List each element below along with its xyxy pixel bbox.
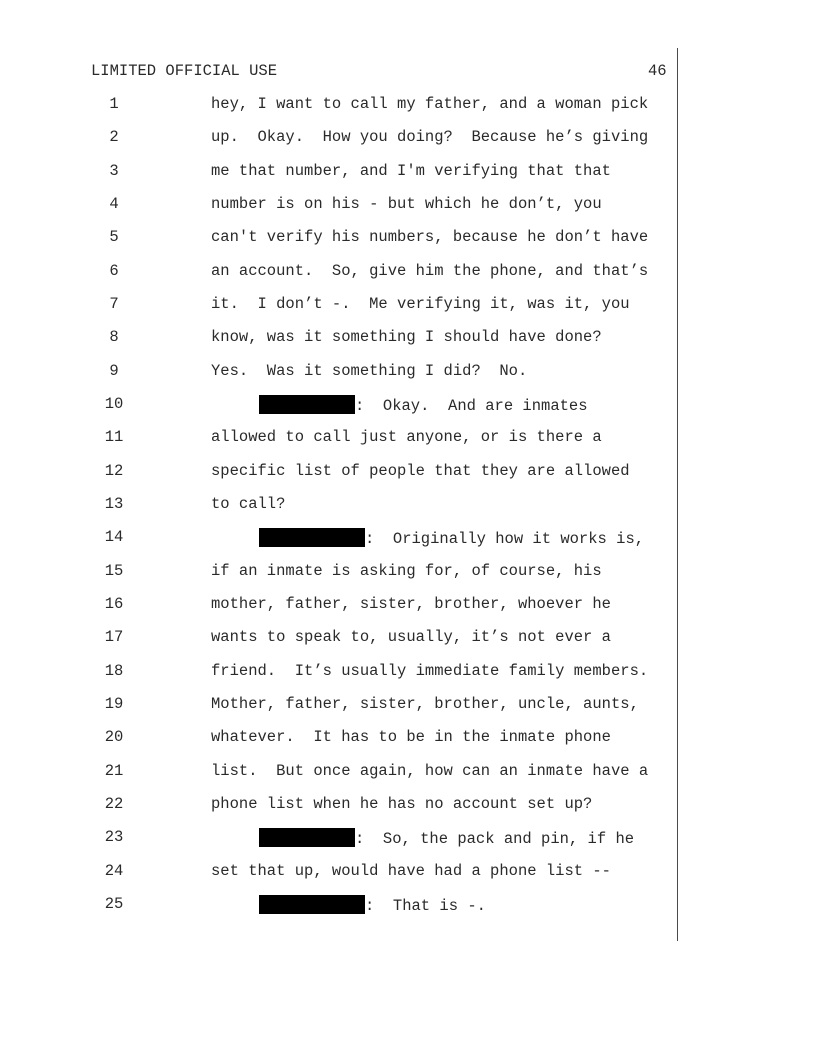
- transcript-line: wants to speak to, usually, it’s not ever a: [211, 628, 611, 646]
- right-margin-rule: [677, 48, 678, 941]
- transcript-line: list. But once again, how can an inmate have a: [211, 762, 649, 780]
- transcript-line: can't verify his numbers, because he don’t have: [211, 228, 649, 246]
- line-number: 10: [104, 395, 124, 413]
- line-number: 8: [109, 328, 119, 346]
- redacted-speaker-name: [259, 528, 365, 547]
- line-number: 2: [109, 128, 119, 146]
- speaker-line-text: : Originally how it works is,: [365, 530, 645, 548]
- speaker-line-text: : That is -.: [365, 897, 486, 915]
- speaker-line: [259, 895, 486, 915]
- classification-header: LIMITED OFFICIAL USE: [91, 62, 278, 80]
- line-number: 12: [104, 462, 124, 480]
- line-number: 19: [104, 695, 124, 713]
- transcript-line: it. I don’t -. Me verifying it, was it, you: [211, 295, 630, 313]
- transcript-line: if an inmate is asking for, of course, his: [211, 562, 602, 580]
- line-number: 21: [104, 762, 124, 780]
- speaker-line: [259, 528, 644, 548]
- line-number: 18: [104, 662, 124, 680]
- line-number: 9: [109, 362, 119, 380]
- transcript-line: to call?: [211, 495, 286, 513]
- speaker-line: [259, 828, 634, 848]
- line-number: 7: [109, 295, 119, 313]
- transcript-line: set that up, would have had a phone list --: [211, 862, 611, 880]
- line-number: 23: [104, 828, 124, 846]
- transcript-line: allowed to call just anyone, or is there a: [211, 428, 602, 446]
- transcript-line: phone list when he has no account set up?: [211, 795, 593, 813]
- speaker-line-text: : Okay. And are inmates: [355, 397, 588, 415]
- transcript-line: know, was it something I should have done?: [211, 328, 602, 346]
- page-number: 46: [648, 62, 667, 80]
- speaker-line-text: : So, the pack and pin, if he: [355, 830, 635, 848]
- redacted-speaker-name: [259, 895, 365, 914]
- transcript-line: whatever. It has to be in the inmate phone: [211, 728, 611, 746]
- transcript-line: mother, father, sister, brother, whoever he: [211, 595, 611, 613]
- redacted-speaker-name: [259, 395, 355, 414]
- transcript-line: me that number, and I'm verifying that that: [211, 162, 611, 180]
- transcript-line: Yes. Was it something I did? No.: [211, 362, 528, 380]
- transcript-line: number is on his - but which he don’t, you: [211, 195, 602, 213]
- transcript-line: specific list of people that they are allowed: [211, 462, 630, 480]
- line-number: 25: [104, 895, 124, 913]
- line-number: 3: [109, 162, 119, 180]
- line-number: 17: [104, 628, 124, 646]
- line-number: 14: [104, 528, 124, 546]
- transcript-line: hey, I want to call my father, and a woman pick: [211, 95, 649, 113]
- line-number: 20: [104, 728, 124, 746]
- speaker-line: [259, 395, 588, 415]
- transcript-line: friend. It’s usually immediate family members.: [211, 662, 649, 680]
- line-number: 15: [104, 562, 124, 580]
- transcript-line: up. Okay. How you doing? Because he’s giving: [211, 128, 649, 146]
- line-number: 5: [109, 228, 119, 246]
- line-number: 13: [104, 495, 124, 513]
- line-number: 11: [104, 428, 124, 446]
- line-number: 1: [109, 95, 119, 113]
- transcript-line: Mother, father, sister, brother, uncle, aunts,: [211, 695, 639, 713]
- line-number: 22: [104, 795, 124, 813]
- line-number: 24: [104, 862, 124, 880]
- line-number: 6: [109, 262, 119, 280]
- line-number: 4: [109, 195, 119, 213]
- transcript-line: an account. So, give him the phone, and that’s: [211, 262, 649, 280]
- line-number: 16: [104, 595, 124, 613]
- redacted-speaker-name: [259, 828, 355, 847]
